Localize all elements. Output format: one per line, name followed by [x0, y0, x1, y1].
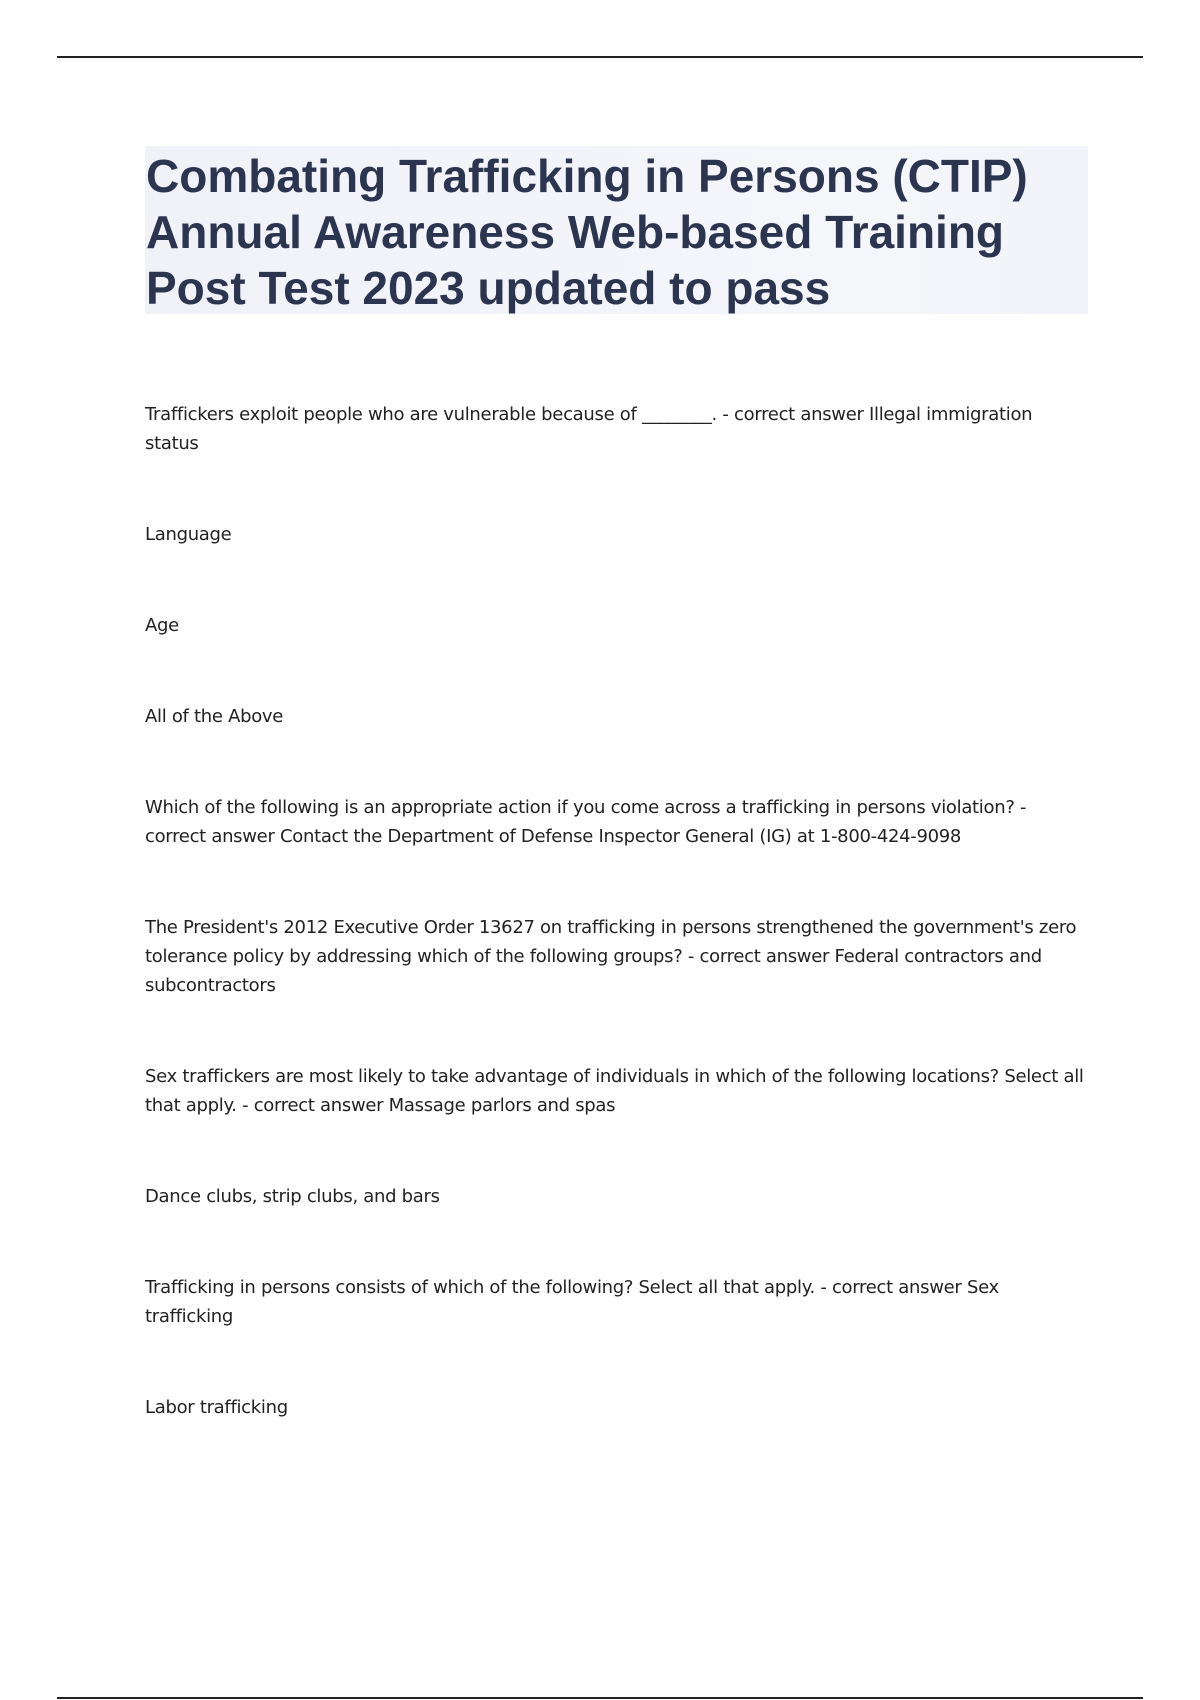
- bottom-rule: [57, 1697, 1143, 1699]
- document-title: Combating Trafficking in Persons (CTIP) Annual Awareness Web-based Training Post Test 2023 updated to pass: [146, 150, 1028, 314]
- paragraph: Trafficking in persons consists of which of the following? Select all that apply. - correct answer Sex trafficking: [145, 1277, 999, 1327]
- document-body: [145, 400, 1085, 1422]
- paragraph: Traffickers exploit people who are vulnerable because of ________. - correct answer Illegal immigration status: [145, 404, 1033, 454]
- spacer: [145, 458, 1085, 520]
- spacer: [145, 1120, 1085, 1182]
- paragraph: All of the Above: [145, 706, 284, 727]
- spacer: [145, 1000, 1085, 1062]
- paragraph: Which of the following is an appropriate action if you come across a trafficking in persons violation? - correct answer Contact the Department of Defense Inspector General (IG) at 1-800-424-9098: [145, 797, 1027, 847]
- paragraph: Dance clubs, strip clubs, and bars: [145, 1186, 440, 1207]
- spacer: [145, 640, 1085, 702]
- spacer: [145, 1211, 1085, 1273]
- spacer: [145, 549, 1085, 611]
- title-banner: [145, 146, 1088, 314]
- spacer: [145, 731, 1085, 793]
- spacer: [145, 851, 1085, 913]
- top-rule: [57, 56, 1143, 58]
- paragraph: Language: [145, 524, 232, 545]
- paragraph: The President's 2012 Executive Order 13627 on trafficking in persons strengthened the government's zero tolerance policy by addressing which of the following groups? - correct answer Federal contractors and subcontractors: [145, 917, 1077, 996]
- paragraph: Age: [145, 615, 179, 636]
- spacer: [145, 1331, 1085, 1393]
- paragraph: Sex traffickers are most likely to take advantage of individuals in which of the following locations? Select all that apply. - correct answer Massage parlors and spas: [145, 1066, 1084, 1116]
- paragraph: Labor trafficking: [145, 1397, 288, 1418]
